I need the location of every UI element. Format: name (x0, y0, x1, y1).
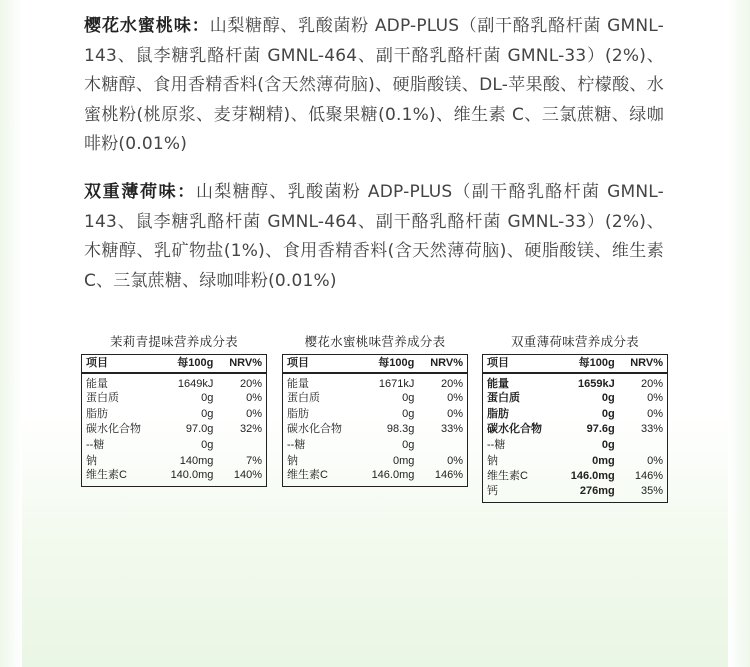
nutrition-table (482, 354, 668, 503)
table-row (483, 437, 668, 453)
table-title: 双重薄荷味营养成分表 (510, 334, 639, 349)
table-cell: 0g (601, 407, 615, 420)
table-cell: 维生素C (287, 469, 328, 482)
table-cell (418, 437, 467, 453)
table-cell: 蛋白质 (487, 392, 520, 405)
table-row (283, 453, 468, 469)
table-row (483, 468, 668, 484)
card-edge-left (0, 0, 22, 667)
table-cell: 98.3g (386, 423, 415, 436)
table-cell: 钠 (287, 454, 298, 467)
table-cell: 140mg (179, 454, 214, 467)
table-cell: 钠 (86, 454, 97, 467)
table-row (82, 391, 267, 407)
table-cell: 276mg (579, 485, 615, 498)
table-cell: 0% (647, 454, 663, 467)
table-cell: 0% (447, 392, 463, 405)
table-row (283, 468, 468, 487)
table-cell: 维生素C (487, 470, 528, 483)
nutrition-table (81, 354, 267, 487)
table-row (483, 373, 668, 391)
table-cell: 能量 (487, 377, 509, 390)
flavor-name: 樱花水蜜桃味： (84, 16, 210, 36)
table-header-cell: 每100g (358, 355, 418, 373)
table-row (283, 406, 468, 422)
table-cell: 0g (201, 407, 214, 420)
table-header-cell: 每100g (157, 355, 217, 373)
table-cell: 140.0mg (170, 469, 214, 482)
table-cell: 33% (640, 423, 663, 436)
table-cell (217, 437, 266, 453)
table-row (82, 373, 267, 391)
flavor-name: 双重薄荷味： (84, 182, 196, 202)
table-cell: 0% (246, 407, 262, 420)
table-cell: 0% (647, 392, 663, 405)
ingredients-mint (84, 178, 664, 296)
table-cell: 33% (440, 423, 463, 436)
table-cell: 脂肪 (86, 407, 108, 420)
table-cell: 0% (447, 454, 463, 467)
table-row (82, 468, 267, 487)
table-cell: 维生素C (86, 469, 127, 482)
table-cell (619, 437, 668, 453)
table-cell: 钙 (487, 485, 498, 498)
table-header-row (483, 355, 668, 373)
table-cell: 0g (601, 439, 615, 452)
nutrition-table-jasmine-grape (81, 330, 267, 487)
table-row (82, 422, 267, 438)
table-cell: 蛋白质 (86, 392, 119, 405)
table-header-row (283, 355, 468, 373)
table-row (483, 453, 668, 469)
table-cell: 能量 (86, 377, 108, 390)
table-title: 茉莉青提味营养成分表 (109, 334, 238, 349)
table-cell: 0% (647, 407, 663, 420)
table-header-cell: NRV% (619, 355, 668, 373)
table-cell: 20% (640, 377, 663, 390)
table-cell: 0mg (592, 454, 615, 467)
nutrition-table (282, 354, 468, 487)
table-cell: 35% (640, 485, 663, 498)
table-cell: --糖 (86, 439, 105, 452)
table-cell: 20% (440, 377, 463, 390)
table-header-cell: 项目 (483, 355, 558, 373)
table-cell: 7% (246, 454, 262, 467)
table-cell: 能量 (287, 377, 309, 390)
table-cell: 碳水化合物 (86, 423, 141, 436)
table-header-row (82, 355, 267, 373)
table-cell: 脂肪 (287, 407, 309, 420)
table-header-cell: 项目 (283, 355, 358, 373)
table-cell: 1649kJ (177, 377, 214, 390)
table-row (82, 437, 267, 453)
nutrition-table-double-mint (482, 330, 668, 503)
table-cell: 32% (239, 423, 262, 436)
table-cell: 146% (434, 469, 463, 482)
table-cell: 97.0g (185, 423, 214, 436)
table-cell: 碳水化合物 (287, 423, 342, 436)
table-title: 樱花水蜜桃味营养成分表 (304, 334, 446, 349)
table-row (283, 422, 468, 438)
ingredients-text: 山梨糖醇、乳酸菌粉 ADP-PLUS（副干酪乳酪杆菌 GMNL-143、鼠李糖乳酪杆菌 GMNL-464、副干酪乳酪杆菌 GMNL-33）(2%)、木糖醇、乳矿物盐(1%)、食用香精香料(含天然薄荷脑)、硬脂酸镁、维生素 C、三氯蔗糖、绿咖啡粉(0.01%) (84, 182, 665, 291)
table-cell: 0g (402, 392, 415, 405)
table-row (483, 422, 668, 438)
table-cell: 20% (239, 377, 262, 390)
table-cell: 脂肪 (487, 407, 509, 420)
table-cell: 0g (201, 439, 214, 452)
table-cell: 蛋白质 (287, 392, 320, 405)
table-cell: 146% (634, 470, 663, 483)
card-edge-right (728, 0, 750, 667)
table-cell: 0% (246, 392, 262, 405)
table-header-cell: 每100g (557, 355, 618, 373)
table-row (483, 484, 668, 503)
ingredients-text: 山梨糖醇、乳酸菌粉 ADP-PLUS（副干酪乳酪杆菌 GMNL-143、鼠李糖乳酪杆菌 GMNL-464、副干酪乳酪杆菌 GMNL-33）(2%)、木糖醇、食用香精香料(含天然薄荷脑)、硬脂酸镁、DL-苹果酸、柠檬酸、水蜜桃粉(桃原浆、麦芽糊精)、低聚果糖(0.1%)、维生素 C、三氯蔗糖、绿咖啡粉(0.01%) (84, 16, 664, 154)
table-header-cell: NRV% (418, 355, 467, 373)
table-cell: 0g (601, 392, 615, 405)
table-cell: 97.6g (586, 423, 615, 436)
table-row (82, 406, 267, 422)
nutrition-table-sakura-peach (282, 330, 468, 487)
table-cell: 0mg (392, 454, 415, 467)
table-cell: 146.0mg (371, 469, 415, 482)
table-header-cell: NRV% (217, 355, 266, 373)
table-header-cell: 项目 (82, 355, 157, 373)
table-cell: 0g (402, 439, 415, 452)
table-cell: 碳水化合物 (487, 423, 542, 436)
table-row (283, 391, 468, 407)
ingredients-peach (84, 12, 664, 160)
table-cell: 1671kJ (378, 377, 415, 390)
table-cell: 钠 (487, 454, 498, 467)
table-cell: --糖 (287, 439, 306, 452)
table-cell: --糖 (487, 439, 506, 452)
table-row (483, 391, 668, 407)
table-row (283, 373, 468, 391)
table-cell: 146.0mg (570, 470, 615, 483)
table-row (82, 453, 267, 469)
table-row (283, 437, 468, 453)
table-cell: 0% (447, 407, 463, 420)
table-row (483, 406, 668, 422)
table-cell: 0g (402, 407, 415, 420)
table-cell: 0g (201, 392, 214, 405)
table-cell: 140% (233, 469, 262, 482)
table-cell: 1659kJ (578, 377, 615, 390)
